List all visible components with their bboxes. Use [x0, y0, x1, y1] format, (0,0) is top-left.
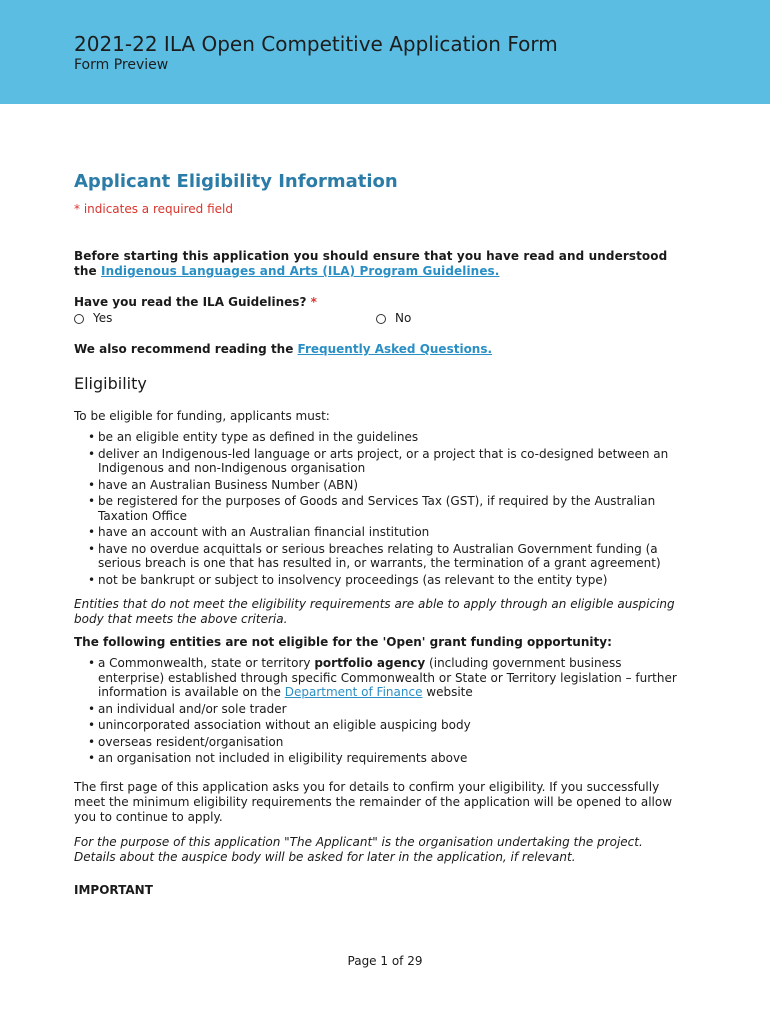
required-marker: *	[310, 295, 317, 309]
radio-yes[interactable]	[74, 311, 376, 326]
guidelines-radio-group	[74, 311, 684, 326]
intro-text-body: Before starting this application you should ensure that you have read and understood the	[74, 249, 668, 278]
page-number: Page 1 of 29	[347, 954, 423, 968]
first-page-note: The first page of this application asks you for details to confirm your eligibility. If you successfully meet the minimum eligibility requirements the remainder of the application will be opened to allow you to continue to apply.	[74, 779, 673, 824]
eligibility-heading: Eligibility	[74, 374, 147, 393]
list-item: • an individual and/or sole trader	[92, 702, 684, 717]
list-item: • an organisation not included in eligibility requirements above	[92, 751, 684, 766]
list-item: • have no overdue acquittals or serious breaches relating to Australian Government funding (a serious breach is one that has resulted in, or warrants, the termination of a grant agreement)	[92, 542, 684, 571]
not-eligible-list	[74, 656, 684, 766]
faq-text: We also recommend reading the	[74, 342, 298, 356]
important-heading: IMPORTANT	[74, 882, 153, 897]
radio-yes-label: Yes	[93, 311, 113, 325]
form-header	[0, 0, 770, 104]
list-item	[92, 656, 684, 700]
department-of-finance-link[interactable]: Department of Finance	[284, 685, 423, 699]
intro-text	[74, 249, 684, 279]
portfolio-text-after: (including government business enterprise) established through specific Commonwealth or State or Territory legislation – further information is available on the	[98, 656, 677, 699]
radio-no[interactable]	[376, 311, 678, 326]
eligibility-lead: To be eligible for funding, applicants must:	[74, 409, 330, 423]
form-content	[74, 170, 684, 898]
list-item: • have an account with an Australian financial institution	[92, 525, 684, 540]
portfolio-text-before: a Commonwealth, state or territory	[98, 656, 315, 670]
eligibility-criteria-list	[74, 430, 684, 587]
list-item: • overseas resident/organisation	[92, 735, 684, 750]
faq-recommendation	[74, 342, 684, 357]
auspice-note: Entities that do not meet the eligibility requirements are able to apply through an eligible auspicing body that meets the above criteria.	[74, 597, 675, 626]
list-item: • deliver an Indigenous-led language or arts project, or a project that is co-designed between an Indigenous and non-Indigenous organisation	[92, 447, 684, 476]
applicant-definition-note: For the purpose of this application "The Applicant" is the organisation undertaking the project. Details about the auspice body will be asked for later in the application, if relevant.	[74, 834, 643, 864]
radio-circle-icon[interactable]	[376, 314, 386, 324]
guidelines-link[interactable]: Indigenous Languages and Arts (ILA) Program Guidelines.	[101, 264, 500, 278]
portfolio-agency-bold: portfolio agency	[314, 656, 426, 670]
radio-no-label: No	[395, 311, 412, 325]
list-item: • have an Australian Business Number (ABN)	[92, 478, 684, 493]
list-item: • unincorporated association without an eligible auspicing body	[92, 718, 684, 733]
list-item: • be an eligible entity type as defined in the guidelines	[92, 430, 684, 445]
faq-link[interactable]: Frequently Asked Questions.	[297, 342, 493, 356]
section-title: Applicant Eligibility Information	[74, 171, 398, 192]
list-item: • be registered for the purposes of Goods and Services Tax (GST), if required by the Australian Taxation Office	[92, 494, 684, 523]
guidelines-question	[74, 295, 684, 310]
radio-circle-icon[interactable]	[74, 314, 84, 324]
question-label: Have you read the ILA Guidelines?	[74, 295, 307, 309]
not-eligible-heading: The following entities are not eligible for the 'Open' grant funding opportunity:	[74, 635, 612, 649]
form-subtitle: Form Preview	[74, 57, 169, 73]
required-field-note: * indicates a required field	[74, 202, 233, 216]
list-item: • not be bankrupt or subject to insolvency proceedings (as relevant to the entity type)	[92, 573, 684, 588]
form-title: 2021-22 ILA Open Competitive Application Form	[74, 32, 558, 56]
portfolio-text-end: website	[422, 685, 473, 699]
